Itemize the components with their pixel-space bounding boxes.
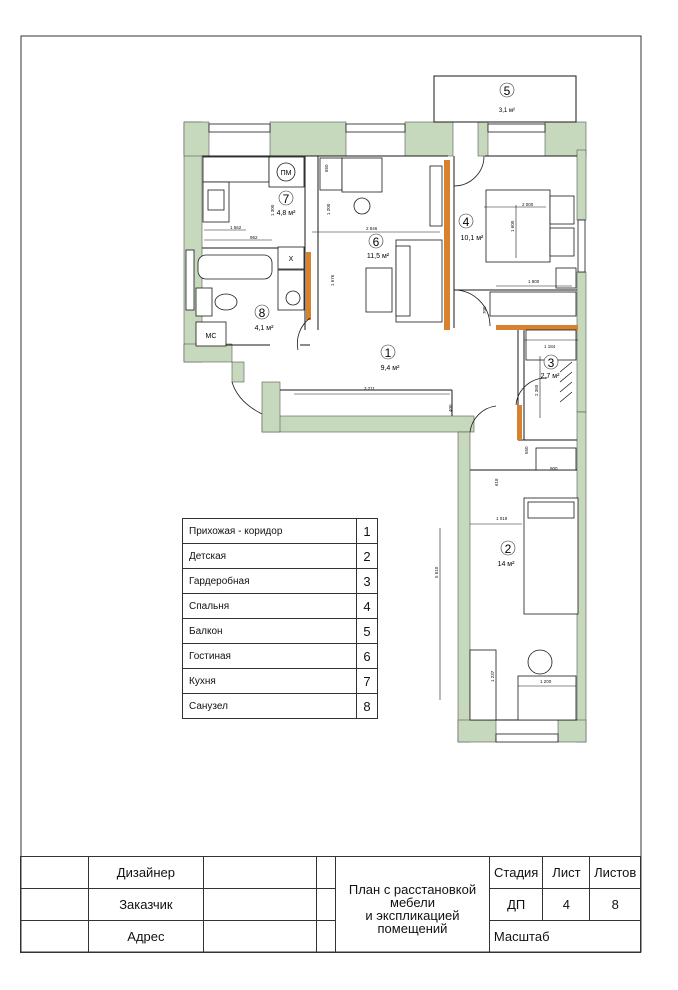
kitchen-counter	[203, 157, 269, 182]
table-row	[183, 519, 378, 544]
sheet-header: Лист	[543, 857, 590, 889]
stove	[208, 190, 224, 210]
room-area-7: 4,8 м²	[276, 210, 296, 217]
room-number-8: 8	[258, 306, 266, 320]
room-name: Гардеробная	[183, 569, 357, 594]
chair	[354, 198, 370, 214]
room-area-5: 3,1 м²	[498, 108, 516, 114]
room-number-2: 2	[504, 542, 512, 556]
drawing-title-line: мебели	[390, 894, 435, 910]
room-number: 8	[357, 694, 378, 719]
fridge-label: Х	[288, 256, 294, 263]
shelf	[320, 158, 342, 190]
table-row	[183, 644, 378, 669]
room-area-1: 9,4 м²	[380, 365, 400, 372]
room-name: Гостиная	[183, 644, 357, 669]
chair	[528, 650, 552, 674]
sheets-value: 8	[590, 889, 641, 921]
room-number-7: 7	[282, 192, 290, 206]
dimension-label: 618	[494, 478, 499, 486]
wardrobe-hatch	[560, 362, 572, 402]
dimension-label: 550	[524, 446, 529, 454]
dimension-label: 1 200	[326, 203, 331, 215]
room-number: 6	[357, 644, 378, 669]
room-explication-table	[182, 518, 378, 719]
scale-label: Масштаб	[489, 921, 640, 953]
designer-label: Дизайнер	[89, 857, 204, 889]
stage-value: ДП	[489, 889, 543, 921]
dimension-label: 1 019	[496, 516, 508, 521]
room-name: Детская	[183, 544, 357, 569]
table-row	[183, 594, 378, 619]
cabinet	[556, 268, 576, 288]
room-area-4: 10,1 м²	[460, 235, 484, 242]
dimension-label: 700	[482, 306, 487, 314]
coffee-table	[366, 268, 392, 312]
dimension-label: 1 800	[528, 279, 540, 284]
room-name: Прихожая - коридор	[183, 519, 357, 544]
stage-header: Стадия	[489, 857, 543, 889]
drawing-title-line: помещений	[377, 920, 448, 936]
dimension-label: 400	[448, 404, 453, 412]
boiler	[196, 288, 212, 316]
drawing-title-line: План с расстановкой	[348, 881, 477, 897]
dimension-label: 3 211	[364, 386, 375, 391]
table-row	[183, 619, 378, 644]
room-number: 5	[357, 619, 378, 644]
dimension-label: 1 184	[544, 344, 556, 349]
desk	[342, 158, 382, 192]
table-row	[183, 669, 378, 694]
room-number: 1	[357, 519, 378, 544]
dimension-label: 900	[550, 466, 558, 471]
dimension-label: 2 846	[366, 226, 378, 231]
dimension-label: 650	[324, 164, 329, 172]
dimension-label: 1 600	[510, 220, 515, 232]
nightstand	[550, 228, 574, 256]
room-number: 4	[357, 594, 378, 619]
room-area-6: 11,5 м²	[366, 253, 390, 260]
table-row	[183, 569, 378, 594]
room-name: Кухня	[183, 669, 357, 694]
dimension-label: 1 676	[330, 274, 335, 286]
room-name: Спальня	[183, 594, 357, 619]
sheet-value: 4	[543, 889, 590, 921]
room-area-2: 14 м²	[497, 561, 515, 568]
washbasin	[286, 291, 300, 305]
table-row	[183, 694, 378, 719]
room-name: Санузел	[183, 694, 357, 719]
dimension-label: 1 562	[230, 225, 242, 230]
room-number-1: 1	[384, 346, 392, 360]
dimension-label: 5 610	[434, 566, 439, 578]
wardrobe	[490, 292, 576, 316]
dimension-label: 2 360	[534, 384, 539, 396]
dishwasher-label: ПМ	[280, 170, 292, 177]
room-number: 3	[357, 569, 378, 594]
customer-label: Заказчик	[89, 889, 204, 921]
room-number-6: 6	[372, 235, 380, 249]
room-number: 2	[357, 544, 378, 569]
title-block	[20, 856, 641, 953]
dimension-label: 962	[250, 235, 258, 240]
tv-unit	[430, 166, 442, 226]
sheets-header: Листов	[590, 857, 641, 889]
drawing-title	[336, 857, 490, 953]
address-label: Адрес	[89, 921, 204, 953]
room-area-8: 4,1 м²	[254, 325, 274, 332]
dimension-label: 1 237	[490, 670, 495, 682]
dimension-label: 2 000	[522, 202, 534, 207]
shelf	[470, 650, 496, 720]
room-area-3: 2,7 м²	[540, 373, 560, 380]
room-name: Балкон	[183, 619, 357, 644]
room-number-3: 3	[547, 356, 555, 370]
dimension-label: 1 300	[270, 204, 275, 216]
room-number-5: 5	[503, 84, 511, 98]
dimension-label: 1 200	[540, 679, 552, 684]
table-row	[183, 544, 378, 569]
bed	[486, 190, 550, 262]
toilet	[215, 294, 237, 310]
bathtub	[198, 255, 272, 279]
washer-label: МС	[205, 333, 217, 340]
nightstand	[550, 196, 574, 224]
drawing-title-line: и экспликацией	[365, 907, 460, 923]
room-number: 7	[357, 669, 378, 694]
room-number-4: 4	[462, 215, 470, 229]
